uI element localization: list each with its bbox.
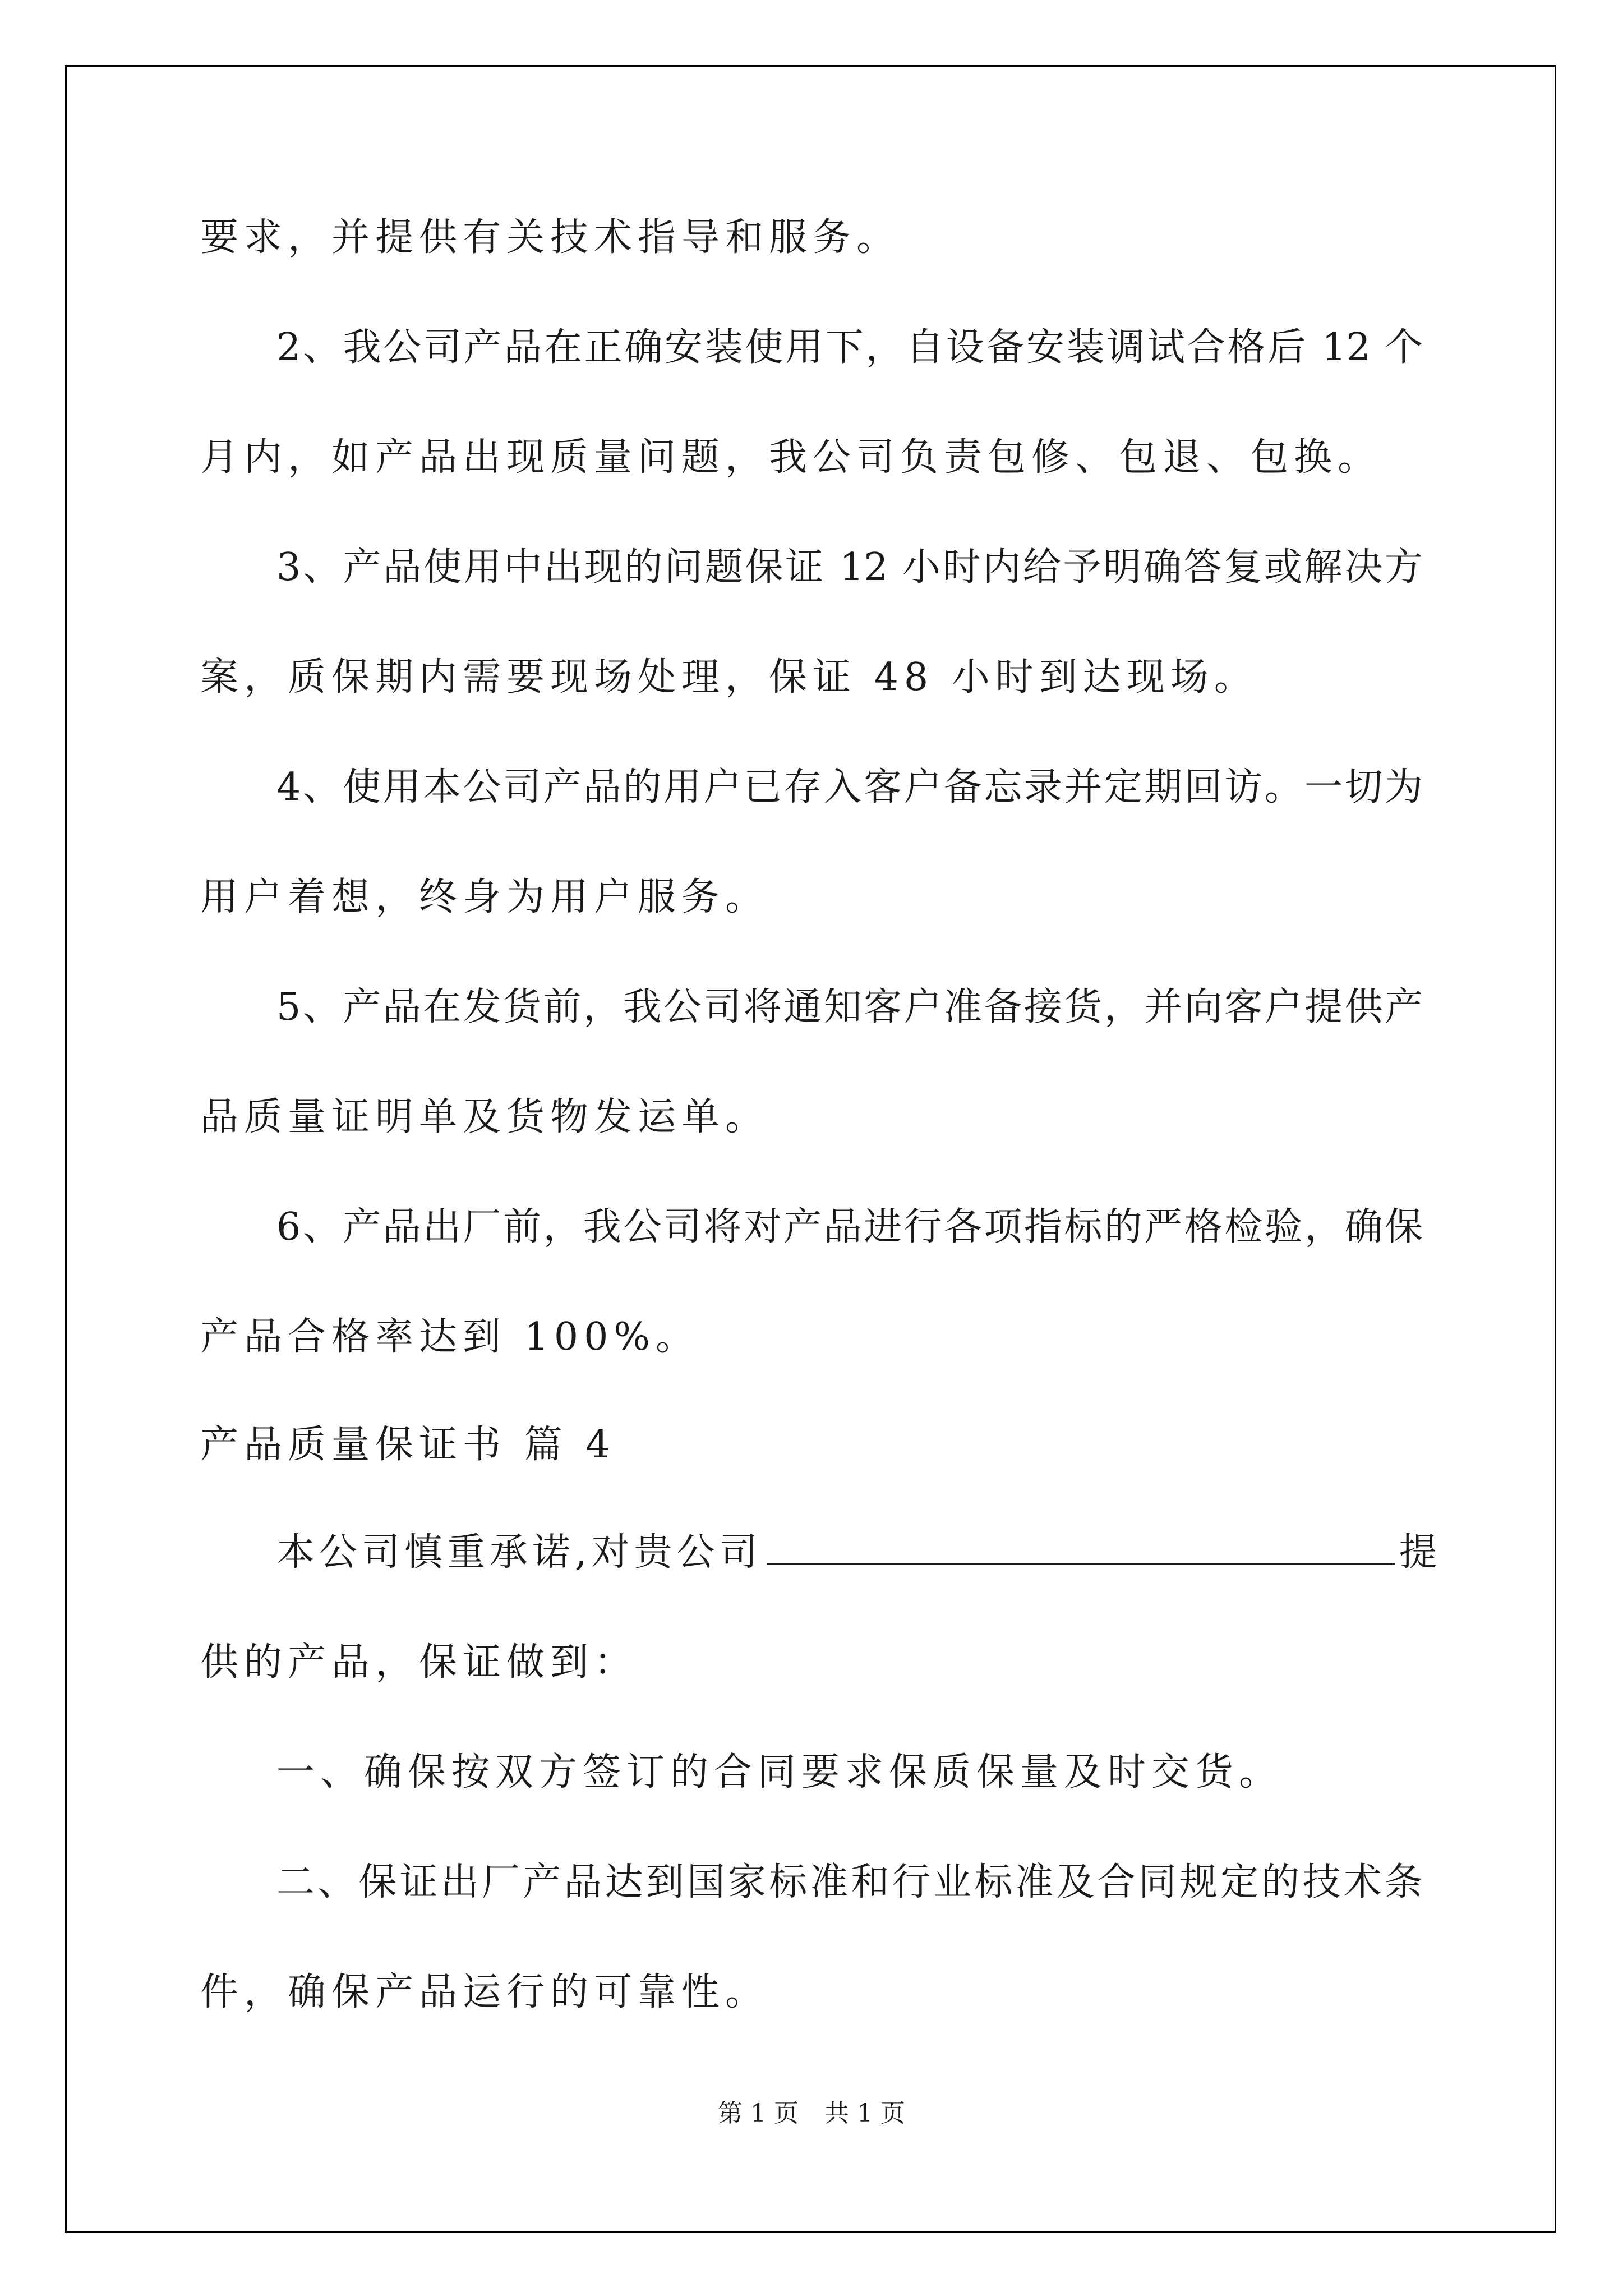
text-line: 4、使用本公司产品的用户已存入客户备忘录并定期回访。一切为 — [276, 765, 1423, 809]
text-fragment: 本公司慎重承诺,对贵公司 — [276, 1530, 762, 1575]
section-heading: 产品质量保证书 篇 4 — [200, 1423, 616, 1467]
text-line: 3、产品使用中出现的问题保证 12 小时内给予明确答复或解决方 — [276, 545, 1423, 590]
text-line: 二、保证出厂产品达到国家标准和行业标准及合同规定的技术条 — [276, 1860, 1423, 1904]
text-line: 件，确保产品运行的可靠性。 — [200, 1970, 769, 2014]
text-fragment: 提 — [1399, 1530, 1442, 1575]
text-line: 月内，如产品出现质量问题，我公司负责包修、包退、包换。 — [200, 435, 1382, 480]
page-total: 共 1 页 — [824, 2099, 905, 2128]
text-line: 案，质保期内需要现场处理，保证 48 小时到达现场。 — [200, 655, 1258, 700]
text-line: 品质量证明单及货物发运单。 — [200, 1095, 769, 1139]
text-line — [276, 1527, 1442, 1578]
text-line: 供的产品，保证做到： — [200, 1640, 638, 1685]
page-footer — [0, 2097, 1623, 2131]
page-number: 第 1 页 — [718, 2099, 799, 2128]
text-line: 用户着想，终身为用户服务。 — [200, 875, 769, 919]
text-line: 产品合格率达到 100%。 — [200, 1315, 700, 1359]
text-line: 2、我公司产品在正确安装使用下，自设备安装调试合格后 12 个 — [276, 325, 1423, 370]
text-line: 要求，并提供有关技术指导和服务。 — [200, 215, 901, 260]
text-line: 一、确保按双方签订的合同要求保质保量及时交货。 — [276, 1750, 1283, 1795]
fill-in-blank[interactable] — [767, 1529, 1395, 1565]
text-line: 5、产品在发货前，我公司将通知客户准备接货，并向客户提供产 — [276, 985, 1423, 1029]
text-line: 6、产品出厂前，我公司将对产品进行各项指标的严格检验，确保 — [276, 1205, 1423, 1249]
